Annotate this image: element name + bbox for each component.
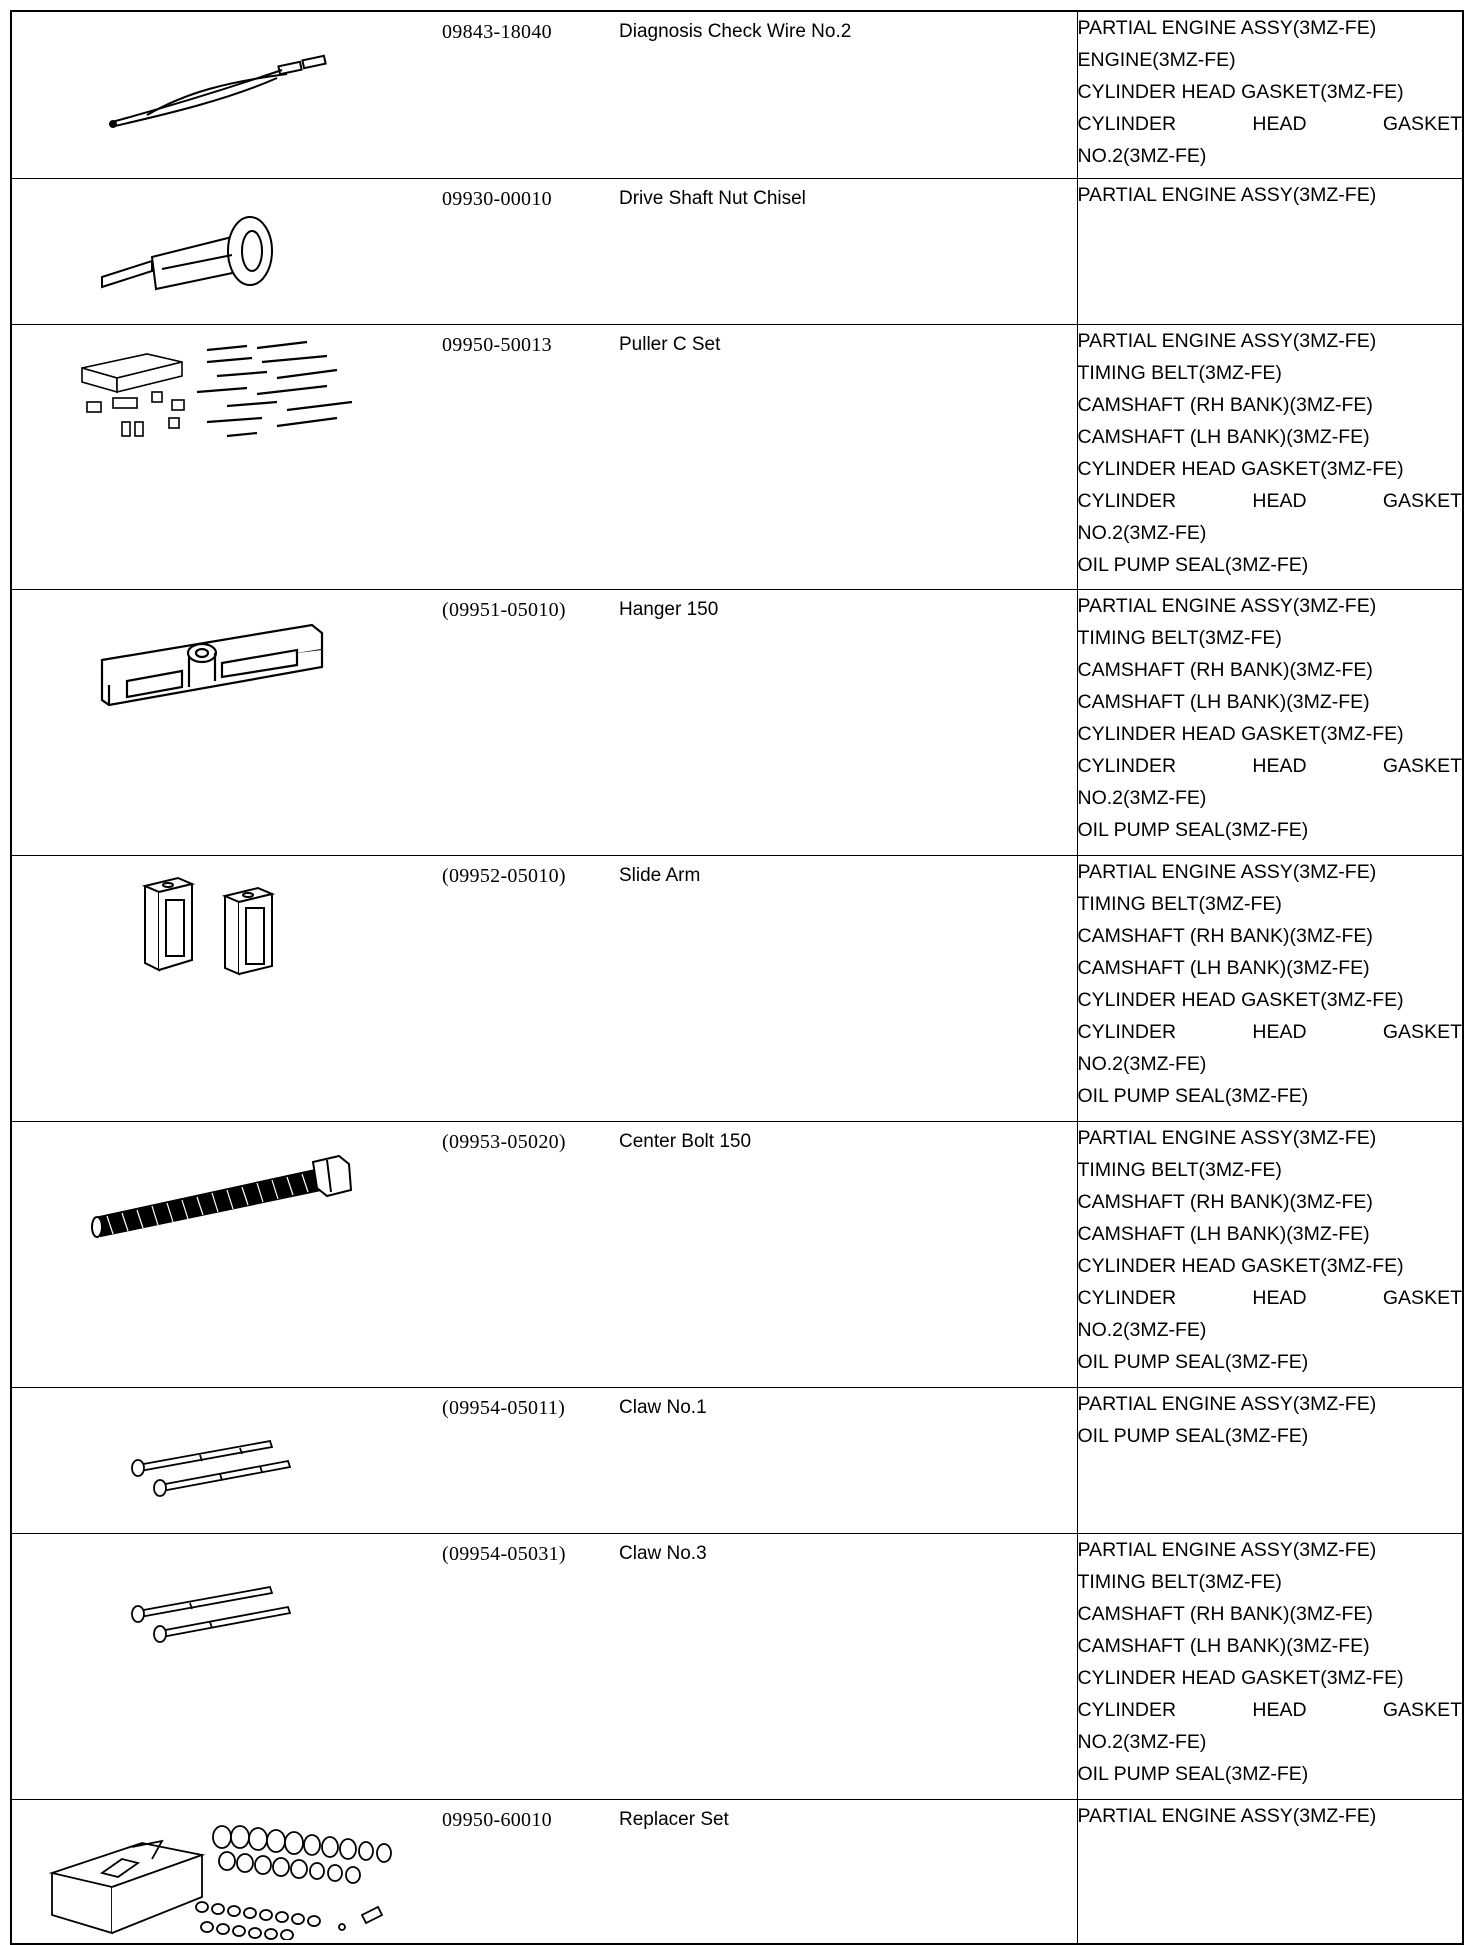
usage-item: CYLINDER HEAD GASKET(3MZ-FE) — [1077, 1254, 1404, 1277]
usage-item: TIMING BELT(3MZ-FE) — [1077, 361, 1282, 384]
usage-item: NO.2(3MZ-FE) — [1077, 1730, 1207, 1753]
table-row — [11, 855, 1463, 1121]
usage-item: PARTIAL ENGINE ASSY(3MZ-FE) — [1077, 860, 1377, 883]
table-row — [11, 1121, 1463, 1387]
usage-item: ENGINE(3MZ-FE) — [1077, 49, 1236, 71]
tool-name: Claw No.3 — [619, 1542, 707, 1564]
usage-item: OIL PUMP SEAL(3MZ-FE) — [1077, 1762, 1309, 1785]
tool-name: Center Bolt 150 — [619, 1130, 752, 1152]
puller-set-icon — [77, 340, 377, 450]
tool-cell — [11, 1121, 1077, 1387]
usage-item: CYLINDER HEAD GASKET(3MZ-FE) — [1077, 457, 1404, 480]
usage-item: OIL PUMP SEAL(3MZ-FE) — [1077, 1424, 1309, 1447]
usage-item: NO.2(3MZ-FE) — [1077, 521, 1207, 544]
claw-icon — [130, 1559, 300, 1649]
tool-cell — [11, 324, 1077, 589]
usage-item: OIL PUMP SEAL(3MZ-FE) — [1077, 1084, 1309, 1107]
table-row — [11, 178, 1463, 324]
hanger-icon — [97, 605, 337, 715]
usage-item: CYLINDER HEAD GASKET(3MZ-FE) — [1077, 722, 1404, 745]
usage-item: CYLINDER HEAD GASKET(3MZ-FE) — [1077, 81, 1404, 103]
usage-item: CAMSHAFT (LH BANK)(3MZ-FE) — [1077, 690, 1370, 713]
usage-cell — [1077, 589, 1463, 855]
part-number: 09843-18040 — [442, 21, 552, 43]
tool-cell — [11, 589, 1077, 855]
usage-item: PARTIAL ENGINE ASSY(3MZ-FE) — [1077, 1538, 1377, 1561]
usage-item: PARTIAL ENGINE ASSY(3MZ-FE) — [1077, 1392, 1377, 1415]
usage-item: CYLINDER HEAD GASKET — [1077, 754, 1462, 777]
usage-cell — [1077, 11, 1463, 178]
part-number: 09950-60010 — [442, 1808, 552, 1831]
usage-item: CAMSHAFT (LH BANK)(3MZ-FE) — [1077, 1634, 1370, 1657]
part-number: 09950-50013 — [442, 333, 552, 356]
usage-item: PARTIAL ENGINE ASSY(3MZ-FE) — [1077, 183, 1377, 206]
slide-arm-icon — [140, 868, 300, 978]
table-row — [11, 1533, 1463, 1799]
table-row — [11, 1799, 1463, 1944]
usage-item: NO.2(3MZ-FE) — [1077, 145, 1207, 167]
table-row — [11, 11, 1463, 178]
table-row — [11, 1387, 1463, 1533]
tool-cell — [11, 1799, 1077, 1944]
usage-item: TIMING BELT(3MZ-FE) — [1077, 1158, 1282, 1181]
usage-item: CAMSHAFT (RH BANK)(3MZ-FE) — [1077, 1190, 1373, 1213]
part-number: (09954-05031) — [442, 1542, 566, 1565]
usage-item: CYLINDER HEAD GASKET — [1077, 113, 1462, 135]
usage-item: OIL PUMP SEAL(3MZ-FE) — [1077, 553, 1309, 576]
tool-name: Replacer Set — [619, 1808, 729, 1830]
usage-item: PARTIAL ENGINE ASSY(3MZ-FE) — [1077, 329, 1377, 352]
usage-cell — [1077, 1799, 1463, 1944]
tool-name: Claw No.1 — [619, 1396, 707, 1418]
usage-item: CAMSHAFT (RH BANK)(3MZ-FE) — [1077, 658, 1373, 681]
usage-item: NO.2(3MZ-FE) — [1077, 1318, 1207, 1341]
tool-cell — [11, 11, 1077, 178]
usage-item: CYLINDER HEAD GASKET — [1077, 1020, 1462, 1043]
tool-name: Puller C Set — [619, 333, 721, 355]
usage-item: CAMSHAFT (LH BANK)(3MZ-FE) — [1077, 425, 1370, 448]
tool-cell — [11, 178, 1077, 324]
usage-item: PARTIAL ENGINE ASSY(3MZ-FE) — [1077, 594, 1377, 617]
part-number: (09952-05010) — [442, 864, 566, 887]
usage-item: NO.2(3MZ-FE) — [1077, 786, 1207, 809]
replacer-set-icon — [42, 1815, 402, 1940]
usage-item: OIL PUMP SEAL(3MZ-FE) — [1077, 1350, 1309, 1373]
usage-cell — [1077, 1121, 1463, 1387]
special-service-tools-table — [10, 10, 1464, 1945]
usage-item: CAMSHAFT (LH BANK)(3MZ-FE) — [1077, 956, 1370, 979]
part-number: (09954-05011) — [442, 1396, 566, 1419]
part-number: 09930-00010 — [442, 187, 552, 210]
usage-cell — [1077, 178, 1463, 324]
usage-cell — [1077, 855, 1463, 1121]
usage-item: CAMSHAFT (LH BANK)(3MZ-FE) — [1077, 1222, 1370, 1245]
usage-item: CAMSHAFT (RH BANK)(3MZ-FE) — [1077, 393, 1373, 416]
usage-item: CYLINDER HEAD GASKET(3MZ-FE) — [1077, 1666, 1404, 1689]
check-wire-icon — [107, 52, 337, 142]
usage-cell — [1077, 1387, 1463, 1533]
tool-cell — [11, 1533, 1077, 1799]
usage-item: CAMSHAFT (RH BANK)(3MZ-FE) — [1077, 924, 1373, 947]
usage-item: PARTIAL ENGINE ASSY(3MZ-FE) — [1077, 1126, 1377, 1149]
tool-name: Hanger 150 — [619, 598, 719, 620]
tool-cell — [11, 855, 1077, 1121]
part-number: (09953-05020) — [442, 1130, 566, 1153]
usage-item: CYLINDER HEAD GASKET(3MZ-FE) — [1077, 988, 1404, 1011]
usage-item: CYLINDER HEAD GASKET — [1077, 1286, 1462, 1309]
usage-item: OIL PUMP SEAL(3MZ-FE) — [1077, 818, 1309, 841]
usage-item: TIMING BELT(3MZ-FE) — [1077, 892, 1282, 915]
usage-item: CAMSHAFT (RH BANK)(3MZ-FE) — [1077, 1602, 1373, 1625]
usage-item: TIMING BELT(3MZ-FE) — [1077, 626, 1282, 649]
tool-name: Diagnosis Check Wire No.2 — [619, 21, 852, 42]
usage-item: PARTIAL ENGINE ASSY(3MZ-FE) — [1077, 1804, 1377, 1827]
table-row — [11, 589, 1463, 855]
usage-item: CYLINDER HEAD GASKET — [1077, 1698, 1462, 1721]
tool-cell — [11, 1387, 1077, 1533]
tool-name: Drive Shaft Nut Chisel — [619, 187, 806, 209]
usage-item: NO.2(3MZ-FE) — [1077, 1052, 1207, 1075]
usage-item: CYLINDER HEAD GASKET — [1077, 489, 1462, 512]
part-number: (09951-05010) — [442, 598, 566, 621]
usage-item: PARTIAL ENGINE ASSY(3MZ-FE) — [1077, 17, 1377, 39]
chisel-icon — [92, 199, 332, 309]
usage-cell — [1077, 1533, 1463, 1799]
claw-icon — [130, 1413, 300, 1503]
center-bolt-icon — [87, 1140, 357, 1240]
usage-cell — [1077, 324, 1463, 589]
tool-name: Slide Arm — [619, 864, 701, 886]
usage-item: TIMING BELT(3MZ-FE) — [1077, 1570, 1282, 1593]
table-row — [11, 324, 1463, 589]
